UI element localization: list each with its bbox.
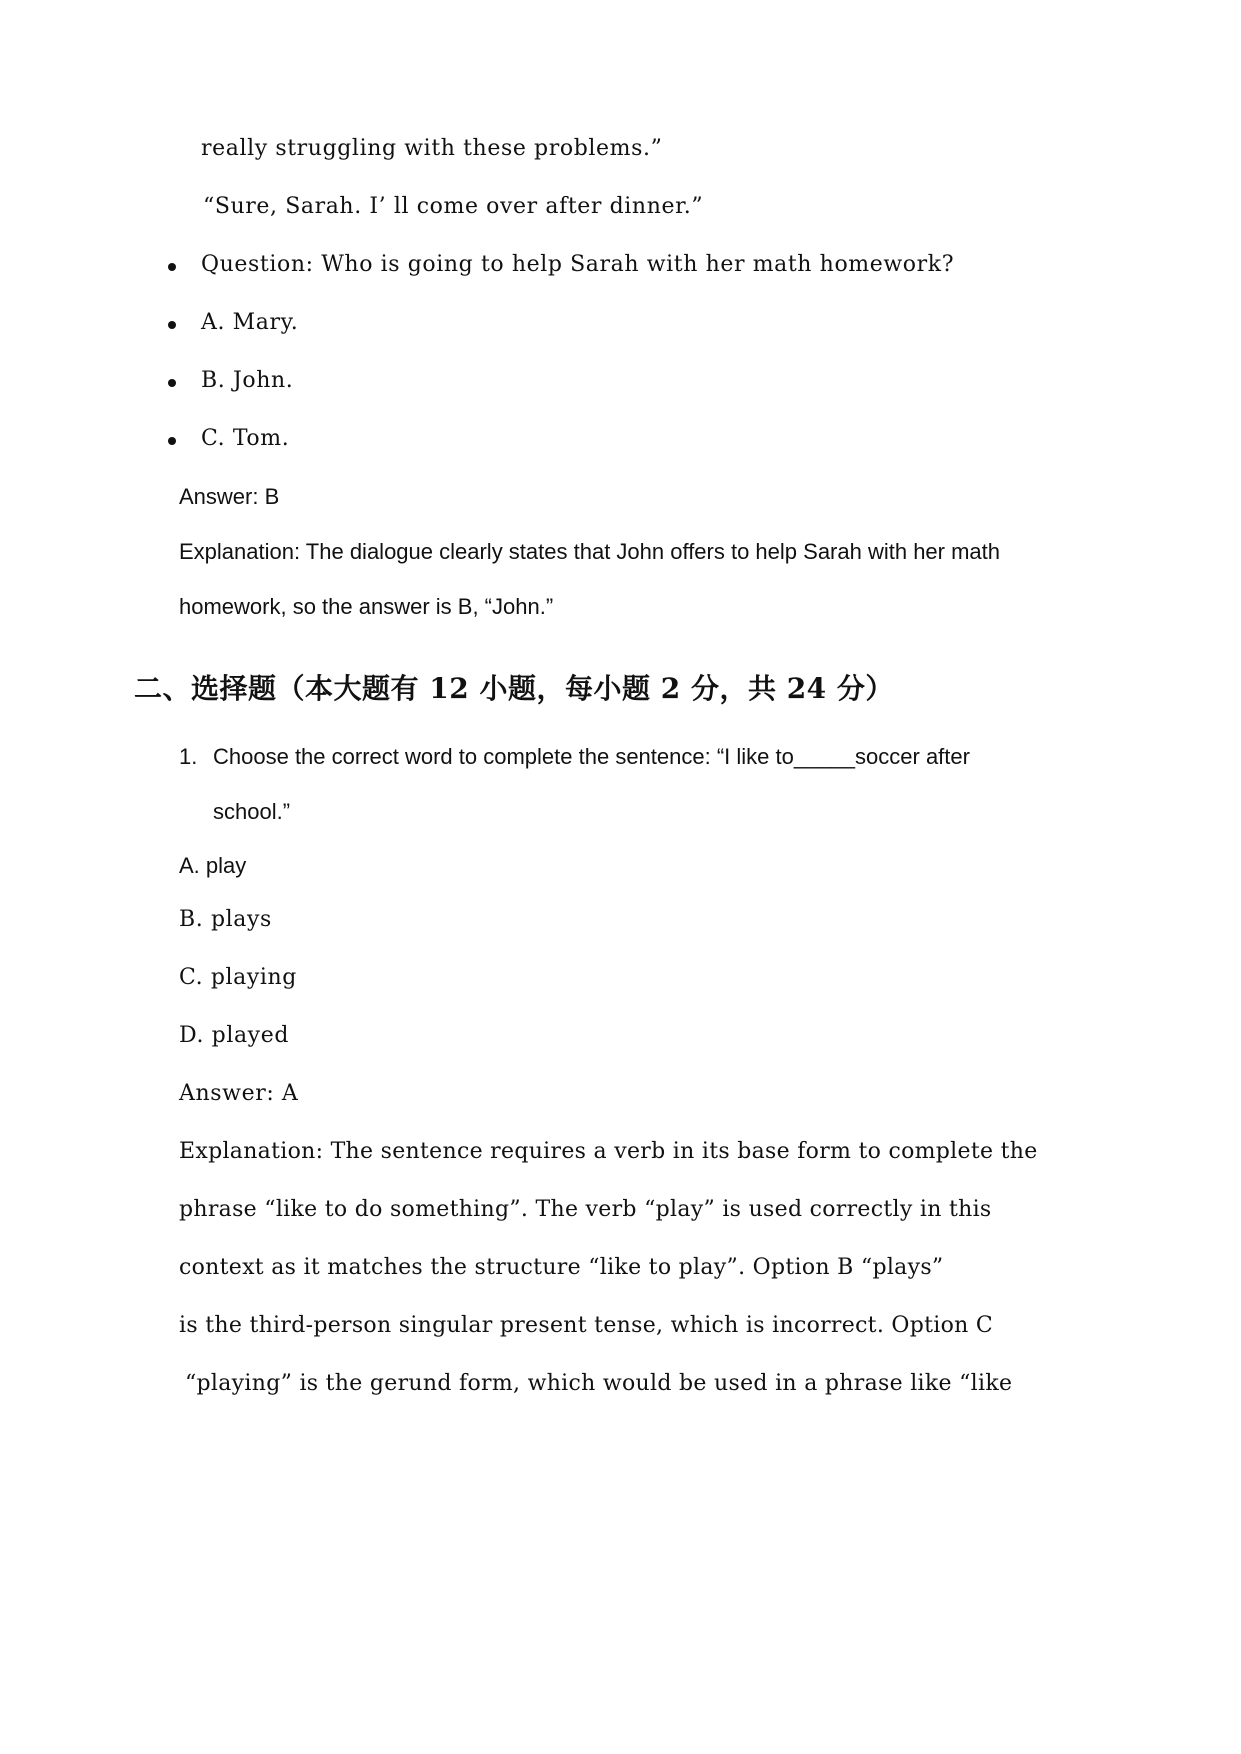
question-stem: school.” bbox=[213, 799, 291, 824]
explanation-text: context as it matches the structure “like to play”. Option B “plays” bbox=[179, 1255, 944, 1280]
question-number: 1. bbox=[179, 744, 198, 769]
option-d: D. played bbox=[179, 1023, 290, 1048]
passage-line: “Sure, Sarah. I’ ll come over after dinner.” bbox=[203, 194, 704, 219]
explanation-text: is the third-person singular present tense, which is incorrect. Option C bbox=[179, 1313, 994, 1338]
explanation-text: “playing” is the gerund form, which would be used in a phrase like “like bbox=[185, 1371, 1013, 1396]
answer-text: Answer: B bbox=[179, 484, 280, 509]
section-heading: 二、选择题（本大题有 12 小题，每小题 2 分，共 24 分） bbox=[134, 672, 894, 705]
option-c: C. Tom. bbox=[201, 426, 290, 451]
explanation-text: Explanation: The sentence requires a verb in its base form to complete the bbox=[179, 1139, 1038, 1164]
option-a: A. play bbox=[179, 853, 247, 878]
bullet-icon bbox=[168, 321, 176, 329]
explanation-text: homework, so the answer is B, “John.” bbox=[179, 594, 554, 619]
question-text: Question: Who is going to help Sarah with her math homework? bbox=[201, 252, 955, 277]
option-b: B. John. bbox=[201, 368, 294, 393]
explanation-text: phrase “like to do something”. The verb “play” is used correctly in this bbox=[179, 1197, 992, 1222]
bullet-icon bbox=[168, 379, 176, 387]
passage-line: really struggling with these problems.” bbox=[201, 136, 663, 161]
explanation-text: Explanation: The dialogue clearly states that John offers to help Sarah with her math bbox=[179, 539, 1001, 564]
option-c: C. playing bbox=[179, 965, 297, 990]
option-b: B. plays bbox=[179, 907, 272, 932]
bullet-icon bbox=[168, 437, 176, 445]
bullet-icon bbox=[168, 263, 176, 271]
answer-text: Answer: A bbox=[179, 1081, 299, 1106]
option-a: A. Mary. bbox=[201, 310, 299, 335]
question-stem: Choose the correct word to complete the sentence: “I like to_____soccer after bbox=[213, 744, 970, 769]
